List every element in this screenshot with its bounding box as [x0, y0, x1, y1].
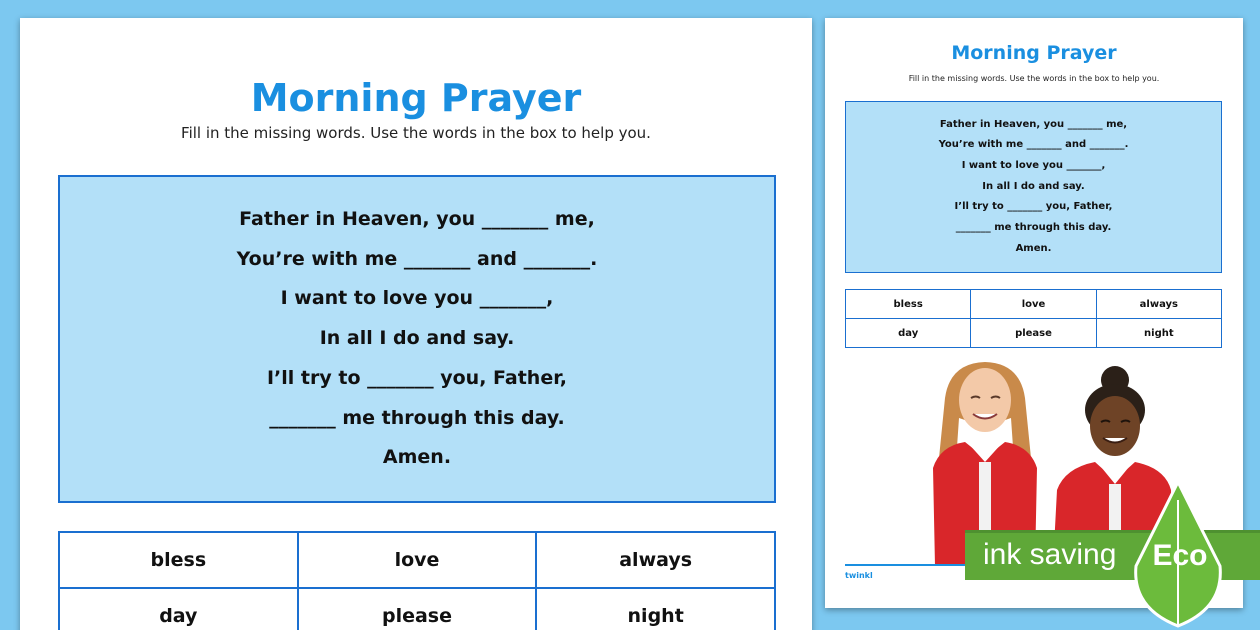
prayer-line: I want to love you _______, [961, 159, 1106, 171]
prayer-line: You’re with me _______ and _______. [938, 139, 1129, 151]
prayer-line: I’ll try to _______ you, Father, [266, 366, 568, 389]
word-cell: bless [846, 290, 971, 319]
prayer-line: _______ me through this day. [269, 406, 565, 429]
eco-label: Eco [1152, 539, 1208, 572]
word-cell: always [536, 532, 775, 588]
instructions-text: Fill in the missing words. Use the words in the box to help you. [181, 124, 651, 142]
word-cell: please [971, 319, 1096, 348]
word-cell: please [298, 588, 537, 630]
twinkl-logo: twinkl [845, 571, 873, 580]
ink-saving-badge [965, 480, 1260, 630]
word-cell: night [536, 588, 775, 630]
word-cell: always [1096, 290, 1221, 319]
preview-prayer-box [845, 101, 1222, 273]
preview-title: Morning Prayer [951, 42, 1117, 64]
preview-instructions: Fill in the missing words. Use the words in the box to help you. [908, 74, 1160, 83]
table-row [59, 588, 775, 630]
prayer-line: You’re with me _______ and _______. [236, 247, 598, 270]
prayer-line: _______ me through this day. [955, 222, 1112, 234]
word-cell: bless [59, 532, 298, 588]
prayer-line: In all I do and say. [982, 180, 1085, 192]
prayer-line: Amen. [1015, 242, 1052, 254]
word-cell: day [846, 319, 971, 348]
girl-face [959, 368, 1011, 432]
word-bank-table [58, 531, 776, 630]
table-row [846, 319, 1222, 348]
worksheet-page-large [20, 18, 812, 630]
preview-word-bank-table [845, 289, 1222, 348]
prayer-line: In all I do and say. [319, 327, 515, 350]
word-cell: love [971, 290, 1096, 319]
prayer-line: Father in Heaven, you _______ me, [239, 207, 595, 230]
prayer-line: Amen. [382, 446, 452, 469]
table-row [59, 532, 775, 588]
page-title: Morning Prayer [250, 76, 582, 120]
boy-face [1090, 396, 1140, 456]
word-cell: love [298, 532, 537, 588]
word-cell: night [1096, 319, 1221, 348]
prayer-line: Father in Heaven, you _______ me, [939, 118, 1128, 130]
ink-saving-label: ink saving [983, 538, 1117, 571]
prayer-line: I want to love you _______, [280, 287, 554, 310]
prayer-box [58, 175, 776, 503]
table-row [846, 290, 1222, 319]
word-cell: day [59, 588, 298, 630]
prayer-line: I’ll try to _______ you, Father, [954, 201, 1113, 213]
